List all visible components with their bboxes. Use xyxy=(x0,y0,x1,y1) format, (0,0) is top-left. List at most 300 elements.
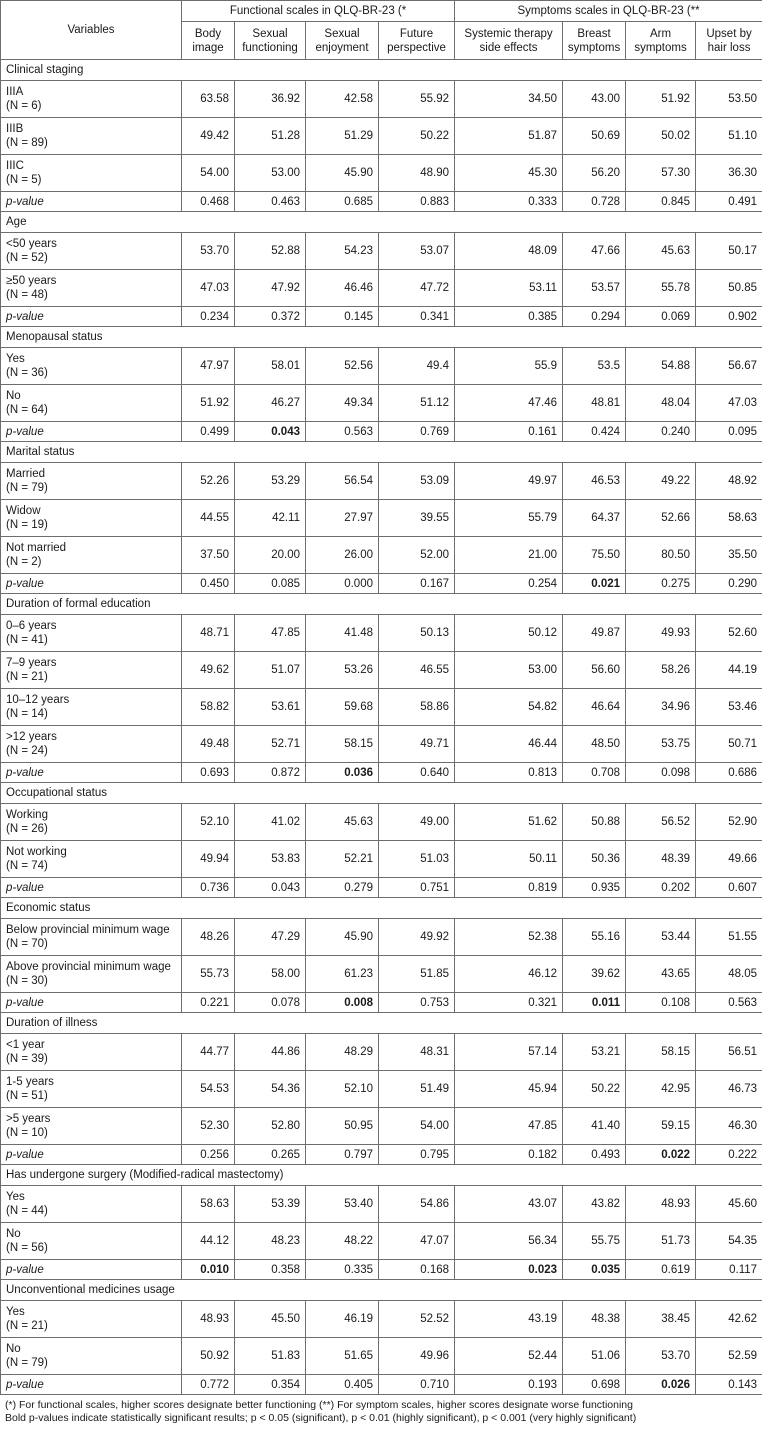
value-cell: 58.01 xyxy=(235,348,306,385)
value-cell: 51.06 xyxy=(563,1338,626,1375)
value-cell: 53.29 xyxy=(235,463,306,500)
value-cell: 54.00 xyxy=(379,1108,455,1145)
pvalue-row xyxy=(1,192,762,212)
pvalue-cell: 0.686 xyxy=(696,763,762,783)
pvalue-cell: 0.035 xyxy=(563,1260,626,1280)
row-label: IIIC xyxy=(6,160,24,172)
table-row xyxy=(1,233,762,270)
pvalue-cell: 0.265 xyxy=(235,1145,306,1165)
pvalue-cell: 0.098 xyxy=(626,763,696,783)
pvalue-cell: 0.023 xyxy=(455,1260,563,1280)
value-cell: 47.97 xyxy=(182,348,235,385)
row-label: Below provincial minimum wage xyxy=(6,924,170,936)
value-cell: 45.63 xyxy=(306,804,379,841)
value-cell: 64.37 xyxy=(563,500,626,537)
pvalue-cell: 0.108 xyxy=(626,993,696,1013)
value-cell: 54.53 xyxy=(182,1071,235,1108)
pvalue-cell: 0.043 xyxy=(235,878,306,898)
column-header: Sexual enjoyment xyxy=(306,22,379,60)
section-title: Marital status xyxy=(1,442,762,463)
value-cell: 55.92 xyxy=(379,81,455,118)
pvalue-cell: 0.450 xyxy=(182,574,235,594)
value-cell: 53.5 xyxy=(563,348,626,385)
row-sample-size: (N = 79) xyxy=(6,1357,48,1369)
pvalue-row xyxy=(1,1260,762,1280)
table-row xyxy=(1,155,762,192)
pvalue-cell: 0.772 xyxy=(182,1375,235,1395)
row-label-cell xyxy=(1,1338,182,1375)
pvalue-cell: 0.463 xyxy=(235,192,306,212)
pvalue-cell: 0.026 xyxy=(626,1375,696,1395)
value-cell: 26.00 xyxy=(306,537,379,574)
section-title: Age xyxy=(1,212,762,233)
pvalue-cell: 0.008 xyxy=(306,993,379,1013)
value-cell: 38.45 xyxy=(626,1301,696,1338)
value-cell: 42.11 xyxy=(235,500,306,537)
table-row xyxy=(1,804,762,841)
pvalue-label-text: p-value xyxy=(6,195,44,208)
pvalue-cell: 0.294 xyxy=(563,307,626,327)
value-cell: 48.90 xyxy=(379,155,455,192)
section-title: Clinical staging xyxy=(1,60,762,81)
value-cell: 48.23 xyxy=(235,1223,306,1260)
value-cell: 53.39 xyxy=(235,1186,306,1223)
value-cell: 46.64 xyxy=(563,689,626,726)
value-cell: 49.96 xyxy=(379,1338,455,1375)
pvalue-cell: 0.290 xyxy=(696,574,762,594)
row-label-cell xyxy=(1,841,182,878)
table-row xyxy=(1,1301,762,1338)
table-row xyxy=(1,919,762,956)
row-label: Yes xyxy=(6,1191,25,1203)
value-cell: 56.34 xyxy=(455,1223,563,1260)
row-sample-size: (N = 6) xyxy=(6,100,42,112)
row-sample-size: (N = 24) xyxy=(6,745,48,757)
section-title: Duration of formal education xyxy=(1,594,762,615)
value-cell: 53.07 xyxy=(379,233,455,270)
table-row xyxy=(1,537,762,574)
value-cell: 39.62 xyxy=(563,956,626,993)
value-cell: 56.20 xyxy=(563,155,626,192)
pvalue-cell: 0.935 xyxy=(563,878,626,898)
value-cell: 46.46 xyxy=(306,270,379,307)
value-cell: 52.26 xyxy=(182,463,235,500)
value-cell: 59.68 xyxy=(306,689,379,726)
value-cell: 50.88 xyxy=(563,804,626,841)
row-sample-size: (N = 21) xyxy=(6,1320,48,1332)
value-cell: 53.21 xyxy=(563,1034,626,1071)
value-cell: 55.75 xyxy=(563,1223,626,1260)
value-cell: 54.36 xyxy=(235,1071,306,1108)
row-label: 7–9 years xyxy=(6,657,57,669)
row-sample-size: (N = 74) xyxy=(6,860,48,872)
value-cell: 47.07 xyxy=(379,1223,455,1260)
value-cell: 49.62 xyxy=(182,652,235,689)
value-cell: 39.55 xyxy=(379,500,455,537)
value-cell: 53.70 xyxy=(182,233,235,270)
table-row xyxy=(1,1034,762,1071)
pvalue-cell: 0.354 xyxy=(235,1375,306,1395)
section-header-row xyxy=(1,442,762,463)
value-cell: 45.94 xyxy=(455,1071,563,1108)
value-cell: 52.71 xyxy=(235,726,306,763)
pvalue-cell: 0.753 xyxy=(379,993,455,1013)
value-cell: 53.50 xyxy=(696,81,762,118)
row-label-cell xyxy=(1,956,182,993)
value-cell: 48.81 xyxy=(563,385,626,422)
row-label: No xyxy=(6,1228,21,1240)
value-cell: 52.59 xyxy=(696,1338,762,1375)
value-cell: 54.86 xyxy=(379,1186,455,1223)
value-cell: 42.95 xyxy=(626,1071,696,1108)
value-cell: 41.02 xyxy=(235,804,306,841)
value-cell: 48.29 xyxy=(306,1034,379,1071)
value-cell: 58.26 xyxy=(626,652,696,689)
row-label-cell xyxy=(1,233,182,270)
row-label: Yes xyxy=(6,353,25,365)
value-cell: 75.50 xyxy=(563,537,626,574)
value-cell: 45.90 xyxy=(306,919,379,956)
pvalue-cell: 0.182 xyxy=(455,1145,563,1165)
value-cell: 51.12 xyxy=(379,385,455,422)
row-sample-size: (N = 2) xyxy=(6,556,42,568)
row-label: Above provincial minimum wage xyxy=(6,961,171,973)
footnotes xyxy=(0,1395,762,1425)
row-sample-size: (N = 39) xyxy=(6,1053,48,1065)
row-sample-size: (N = 89) xyxy=(6,137,48,149)
symptom-scales-header: Symptoms scales in QLQ-BR-23 (** xyxy=(455,1,762,22)
row-label: >12 years xyxy=(6,731,57,743)
value-cell: 51.87 xyxy=(455,118,563,155)
pvalue-cell: 0.797 xyxy=(306,1145,379,1165)
value-cell: 53.46 xyxy=(696,689,762,726)
pvalue-label xyxy=(1,422,182,442)
row-label: Widow xyxy=(6,505,41,517)
functional-scales-header: Functional scales in QLQ-BR-23 (* xyxy=(182,1,455,22)
value-cell: 35.50 xyxy=(696,537,762,574)
pvalue-cell: 0.275 xyxy=(626,574,696,594)
row-label-cell xyxy=(1,1071,182,1108)
pvalue-label-text: p-value xyxy=(6,766,44,779)
value-cell: 48.38 xyxy=(563,1301,626,1338)
value-cell: 44.86 xyxy=(235,1034,306,1071)
value-cell: 44.19 xyxy=(696,652,762,689)
value-cell: 49.4 xyxy=(379,348,455,385)
pvalue-cell: 0.769 xyxy=(379,422,455,442)
pvalue-label xyxy=(1,1260,182,1280)
pvalue-label-text: p-value xyxy=(6,310,44,323)
row-label-cell xyxy=(1,270,182,307)
value-cell: 48.92 xyxy=(696,463,762,500)
value-cell: 54.82 xyxy=(455,689,563,726)
pvalue-cell: 0.085 xyxy=(235,574,306,594)
value-cell: 52.21 xyxy=(306,841,379,878)
value-cell: 34.50 xyxy=(455,81,563,118)
row-label-cell xyxy=(1,463,182,500)
value-cell: 53.44 xyxy=(626,919,696,956)
value-cell: 20.00 xyxy=(235,537,306,574)
value-cell: 41.48 xyxy=(306,615,379,652)
pvalue-cell: 0.256 xyxy=(182,1145,235,1165)
value-cell: 50.69 xyxy=(563,118,626,155)
value-cell: 41.40 xyxy=(563,1108,626,1145)
row-sample-size: (N = 41) xyxy=(6,634,48,646)
section-header-row xyxy=(1,1280,762,1301)
pvalue-label-text: p-value xyxy=(6,881,44,894)
pvalue-cell: 0.161 xyxy=(455,422,563,442)
table-row xyxy=(1,652,762,689)
row-sample-size: (N = 14) xyxy=(6,708,48,720)
column-header: Upset by hair loss xyxy=(696,22,762,60)
row-sample-size: (N = 19) xyxy=(6,519,48,531)
row-label: No xyxy=(6,1343,21,1355)
value-cell: 51.28 xyxy=(235,118,306,155)
pvalue-label-text: p-value xyxy=(6,1378,44,1391)
value-cell: 53.75 xyxy=(626,726,696,763)
value-cell: 37.50 xyxy=(182,537,235,574)
value-cell: 50.13 xyxy=(379,615,455,652)
value-cell: 49.42 xyxy=(182,118,235,155)
table-row xyxy=(1,1108,762,1145)
value-cell: 48.05 xyxy=(696,956,762,993)
table-row xyxy=(1,1186,762,1223)
value-cell: 44.55 xyxy=(182,500,235,537)
section-header-row xyxy=(1,60,762,81)
value-cell: 52.10 xyxy=(182,804,235,841)
value-cell: 51.92 xyxy=(182,385,235,422)
row-label-cell xyxy=(1,1034,182,1071)
pvalue-cell: 0.341 xyxy=(379,307,455,327)
value-cell: 50.17 xyxy=(696,233,762,270)
row-label: Not married xyxy=(6,542,67,554)
pvalue-cell: 0.563 xyxy=(696,993,762,1013)
pvalue-cell: 0.424 xyxy=(563,422,626,442)
pvalue-cell: 0.022 xyxy=(626,1145,696,1165)
pvalue-cell: 0.693 xyxy=(182,763,235,783)
pvalue-cell: 0.202 xyxy=(626,878,696,898)
section-header-row xyxy=(1,594,762,615)
pvalue-row xyxy=(1,422,762,442)
value-cell: 49.00 xyxy=(379,804,455,841)
pvalue-cell: 0.819 xyxy=(455,878,563,898)
pvalue-cell: 0.254 xyxy=(455,574,563,594)
table-row xyxy=(1,841,762,878)
section-title: Occupational status xyxy=(1,783,762,804)
footnote-significance: Bold p-values indicate statistically significant results; p < 0.05 (significant), p < 0.01 (highly significant), p < 0.001 (very highly significant) xyxy=(5,1412,637,1424)
value-cell: 47.85 xyxy=(455,1108,563,1145)
pvalue-label-text: p-value xyxy=(6,577,44,590)
value-cell: 51.29 xyxy=(306,118,379,155)
table-row xyxy=(1,956,762,993)
value-cell: 52.00 xyxy=(379,537,455,574)
pvalue-cell: 0.279 xyxy=(306,878,379,898)
pvalue-cell: 0.043 xyxy=(235,422,306,442)
value-cell: 46.73 xyxy=(696,1071,762,1108)
pvalue-cell: 0.010 xyxy=(182,1260,235,1280)
value-cell: 53.26 xyxy=(306,652,379,689)
value-cell: 43.65 xyxy=(626,956,696,993)
value-cell: 48.71 xyxy=(182,615,235,652)
row-sample-size: (N = 48) xyxy=(6,289,48,301)
pvalue-cell: 0.640 xyxy=(379,763,455,783)
value-cell: 46.55 xyxy=(379,652,455,689)
row-sample-size: (N = 21) xyxy=(6,671,48,683)
value-cell: 61.23 xyxy=(306,956,379,993)
value-cell: 36.30 xyxy=(696,155,762,192)
pvalue-row xyxy=(1,307,762,327)
pvalue-cell: 0.902 xyxy=(696,307,762,327)
value-cell: 53.40 xyxy=(306,1186,379,1223)
row-label-cell xyxy=(1,804,182,841)
row-label: No xyxy=(6,390,21,402)
row-label-cell xyxy=(1,726,182,763)
value-cell: 51.62 xyxy=(455,804,563,841)
row-label-cell xyxy=(1,500,182,537)
row-label-cell xyxy=(1,118,182,155)
row-sample-size: (N = 51) xyxy=(6,1090,48,1102)
row-label: IIIB xyxy=(6,123,24,135)
value-cell: 49.34 xyxy=(306,385,379,422)
value-cell: 45.60 xyxy=(696,1186,762,1223)
value-cell: 47.03 xyxy=(696,385,762,422)
value-cell: 52.52 xyxy=(379,1301,455,1338)
row-label-cell xyxy=(1,1108,182,1145)
pvalue-label-text: p-value xyxy=(6,996,44,1009)
value-cell: 48.93 xyxy=(182,1301,235,1338)
row-label-cell xyxy=(1,348,182,385)
value-cell: 46.19 xyxy=(306,1301,379,1338)
row-sample-size: (N = 10) xyxy=(6,1127,48,1139)
pvalue-cell: 0.069 xyxy=(626,307,696,327)
value-cell: 51.07 xyxy=(235,652,306,689)
pvalue-cell: 0.405 xyxy=(306,1375,379,1395)
pvalue-label xyxy=(1,307,182,327)
column-header: Breast symptoms xyxy=(563,22,626,60)
value-cell: 34.96 xyxy=(626,689,696,726)
value-cell: 50.92 xyxy=(182,1338,235,1375)
value-cell: 49.92 xyxy=(379,919,455,956)
pvalue-cell: 0.335 xyxy=(306,1260,379,1280)
value-cell: 54.35 xyxy=(696,1223,762,1260)
pvalue-cell: 0.167 xyxy=(379,574,455,594)
row-label: IIIA xyxy=(6,86,24,98)
value-cell: 51.03 xyxy=(379,841,455,878)
value-cell: 55.78 xyxy=(626,270,696,307)
value-cell: 57.30 xyxy=(626,155,696,192)
section-header-row xyxy=(1,783,762,804)
value-cell: 52.38 xyxy=(455,919,563,956)
footnote-scales: (*) For functional scales, higher scores designate better functioning (**) For symptom scales, higher scores designate worse functioning xyxy=(5,1399,633,1411)
row-label: <50 years xyxy=(6,238,57,250)
value-cell: 52.60 xyxy=(696,615,762,652)
value-cell: 45.30 xyxy=(455,155,563,192)
table-row xyxy=(1,270,762,307)
section-header-row xyxy=(1,327,762,348)
table-row xyxy=(1,463,762,500)
row-label: 1-5 years xyxy=(6,1076,54,1088)
pvalue-cell: 0.222 xyxy=(696,1145,762,1165)
row-sample-size: (N = 30) xyxy=(6,975,48,987)
pvalue-cell: 0.736 xyxy=(182,878,235,898)
value-cell: 48.31 xyxy=(379,1034,455,1071)
value-cell: 46.30 xyxy=(696,1108,762,1145)
value-cell: 56.52 xyxy=(626,804,696,841)
row-label-cell xyxy=(1,1186,182,1223)
pvalue-cell: 0.240 xyxy=(626,422,696,442)
value-cell: 49.48 xyxy=(182,726,235,763)
pvalue-cell: 0.728 xyxy=(563,192,626,212)
value-cell: 44.77 xyxy=(182,1034,235,1071)
value-cell: 56.60 xyxy=(563,652,626,689)
value-cell: 21.00 xyxy=(455,537,563,574)
value-cell: 47.72 xyxy=(379,270,455,307)
pvalue-label xyxy=(1,192,182,212)
value-cell: 53.83 xyxy=(235,841,306,878)
section-title: Unconventional medicines usage xyxy=(1,1280,762,1301)
value-cell: 48.50 xyxy=(563,726,626,763)
value-cell: 53.11 xyxy=(455,270,563,307)
table-row xyxy=(1,1223,762,1260)
row-sample-size: (N = 44) xyxy=(6,1205,48,1217)
table-row xyxy=(1,348,762,385)
value-cell: 52.44 xyxy=(455,1338,563,1375)
pvalue-cell: 0.493 xyxy=(563,1145,626,1165)
section-header-row xyxy=(1,1013,762,1034)
value-cell: 56.51 xyxy=(696,1034,762,1071)
value-cell: 55.79 xyxy=(455,500,563,537)
value-cell: 58.63 xyxy=(696,500,762,537)
pvalue-label xyxy=(1,1375,182,1395)
row-label: Working xyxy=(6,809,48,821)
value-cell: 52.56 xyxy=(306,348,379,385)
value-cell: 51.85 xyxy=(379,956,455,993)
value-cell: 48.93 xyxy=(626,1186,696,1223)
section-header-row xyxy=(1,1165,762,1186)
value-cell: 48.26 xyxy=(182,919,235,956)
value-cell: 51.49 xyxy=(379,1071,455,1108)
value-cell: 51.92 xyxy=(626,81,696,118)
value-cell: 58.86 xyxy=(379,689,455,726)
pvalue-cell: 0.563 xyxy=(306,422,379,442)
pvalue-cell: 0.708 xyxy=(563,763,626,783)
pvalue-cell: 0.499 xyxy=(182,422,235,442)
pvalue-cell: 0.321 xyxy=(455,993,563,1013)
pvalue-cell: 0.619 xyxy=(626,1260,696,1280)
row-label-cell xyxy=(1,652,182,689)
row-sample-size: (N = 52) xyxy=(6,252,48,264)
row-sample-size: (N = 79) xyxy=(6,482,48,494)
pvalue-cell: 0.795 xyxy=(379,1145,455,1165)
section-title: Has undergone surgery (Modified-radical mastectomy) xyxy=(1,1165,762,1186)
value-cell: 43.19 xyxy=(455,1301,563,1338)
value-cell: 53.61 xyxy=(235,689,306,726)
value-cell: 58.15 xyxy=(626,1034,696,1071)
value-cell: 52.88 xyxy=(235,233,306,270)
value-cell: 49.93 xyxy=(626,615,696,652)
value-cell: 44.12 xyxy=(182,1223,235,1260)
value-cell: 50.22 xyxy=(379,118,455,155)
variables-header: Variables xyxy=(1,1,182,60)
value-cell: 52.10 xyxy=(306,1071,379,1108)
row-sample-size: (N = 36) xyxy=(6,367,48,379)
pvalue-label xyxy=(1,574,182,594)
value-cell: 47.03 xyxy=(182,270,235,307)
value-cell: 50.02 xyxy=(626,118,696,155)
value-cell: 51.55 xyxy=(696,919,762,956)
value-cell: 48.39 xyxy=(626,841,696,878)
row-label: Married xyxy=(6,468,45,480)
value-cell: 45.90 xyxy=(306,155,379,192)
